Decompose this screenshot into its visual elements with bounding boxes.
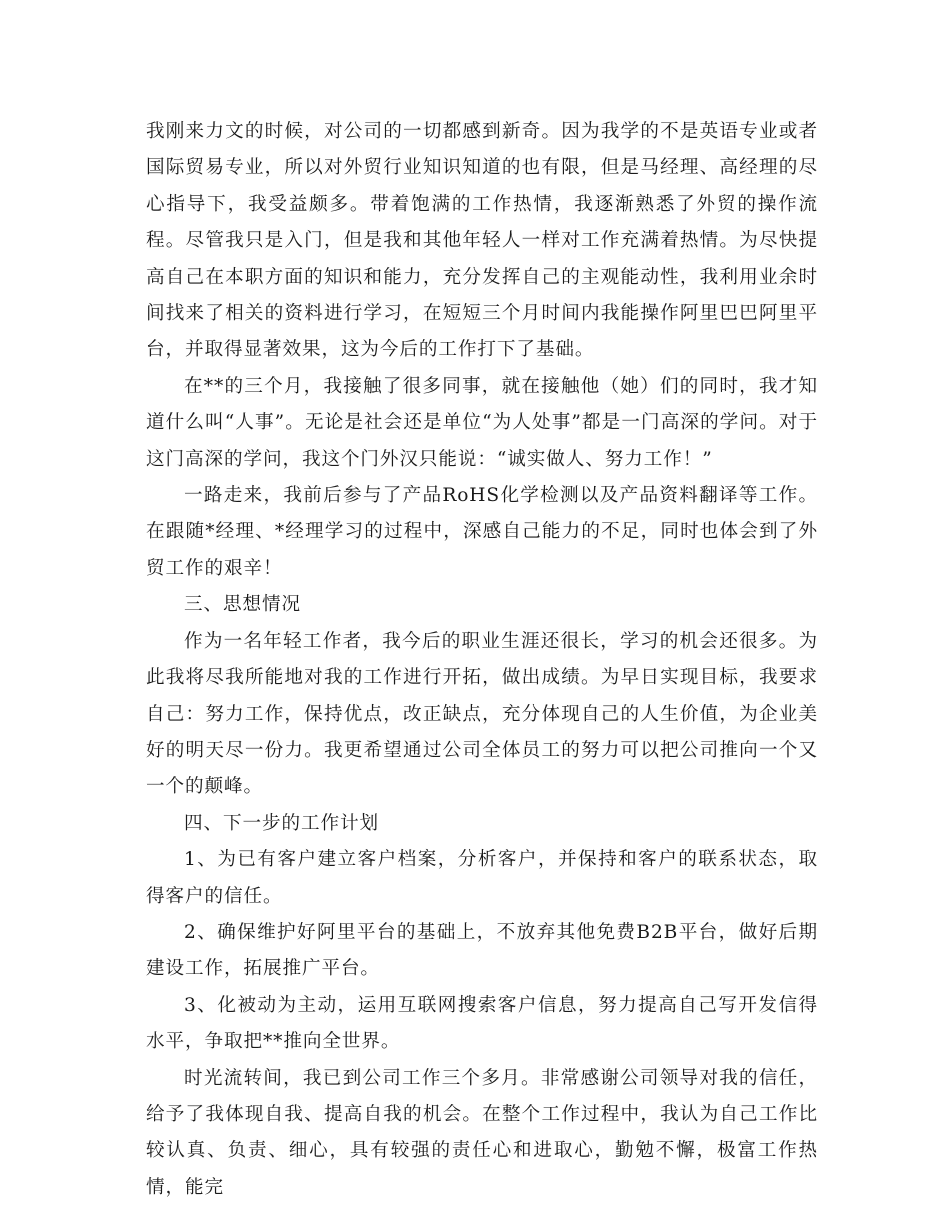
paragraph-summary: 时光流转间，我已到公司工作三个多月。非常感谢公司领导对我的信任，给予了我体现自我、提高自我的机会。在整个工作过程中，我认为自己工作比较认真、负责、细心，具有较强的责任心和进取心，勤勉不懈，极富工作热情，能完 xyxy=(146,1067,818,1198)
plan-item-1: 1、为已有客户建立客户档案，分析客户，并保持和客户的联系状态，取得客户的信任。 xyxy=(146,849,818,907)
plan-item-3: 3、化被动为主动，运用互联网搜索客户信息，努力提高自己写开发信得水平，争取把**推向全世界。 xyxy=(146,994,818,1053)
plan-item-2: 2、确保维护好阿里平台的基础上，不放弃其他免费B2B平台，做好后期建设工作，拓展推广平台。 xyxy=(146,921,818,980)
paragraph-colleagues: 在**的三个月，我接触了很多同事，就在接触他（她）们的同时，我才知道什么叫“人事”。无论是社会还是单位“为人处事”都是一门高深的学问。对于这门高深的学问，我这个门外汉只能说：“诚实做人、努力工作！” xyxy=(146,375,818,470)
section-heading-plan: 四、下一步的工作计划 xyxy=(184,812,379,834)
paragraph-projects: 一路走来，我前后参与了产品RoHS化学检测以及产品资料翻译等工作。在跟随*经理、*经理学习的过程中，深感自己能力的不足，同时也体会到了外贸工作的艰辛！ xyxy=(146,485,818,579)
paragraph-intro: 我刚来力文的时候，对公司的一切都感到新奇。因为我学的不是英语专业或者国际贸易专业，所以对外贸行业知识知道的也有限，但是马经理、高经理的尽心指导下，我受益颇多。带着饱满的工作热情，我逐渐熟悉了外贸的操作流程。尽管我只是入门，但是我和其他年轻人一样对工作充满着热情。为尽快提高自己在本职方面的知识和能力，充分发挥自己的主观能动性，我利用业余时间找来了相关的资料进行学习，在短短三个月时间内我能操作阿里巴巴阿里平台，并取得显著效果，这为今后的工作打下了基础。 xyxy=(146,121,818,361)
document-body xyxy=(146,114,818,1206)
section-heading-thoughts: 三、思想情况 xyxy=(184,594,301,616)
paragraph-thoughts: 作为一名年轻工作者，我今后的职业生涯还很长，学习的机会还很多。为此我将尽我所能地对我的工作进行开拓，做出成绩。为早日实现目标，我要求自己：努力工作，保持优点，改正缺点，充分体现自己的人生价值，为企业美好的明天尽一份力。我更希望通过公司全体员工的努力可以把公司推向一个又一个的颠峰。 xyxy=(146,630,818,798)
